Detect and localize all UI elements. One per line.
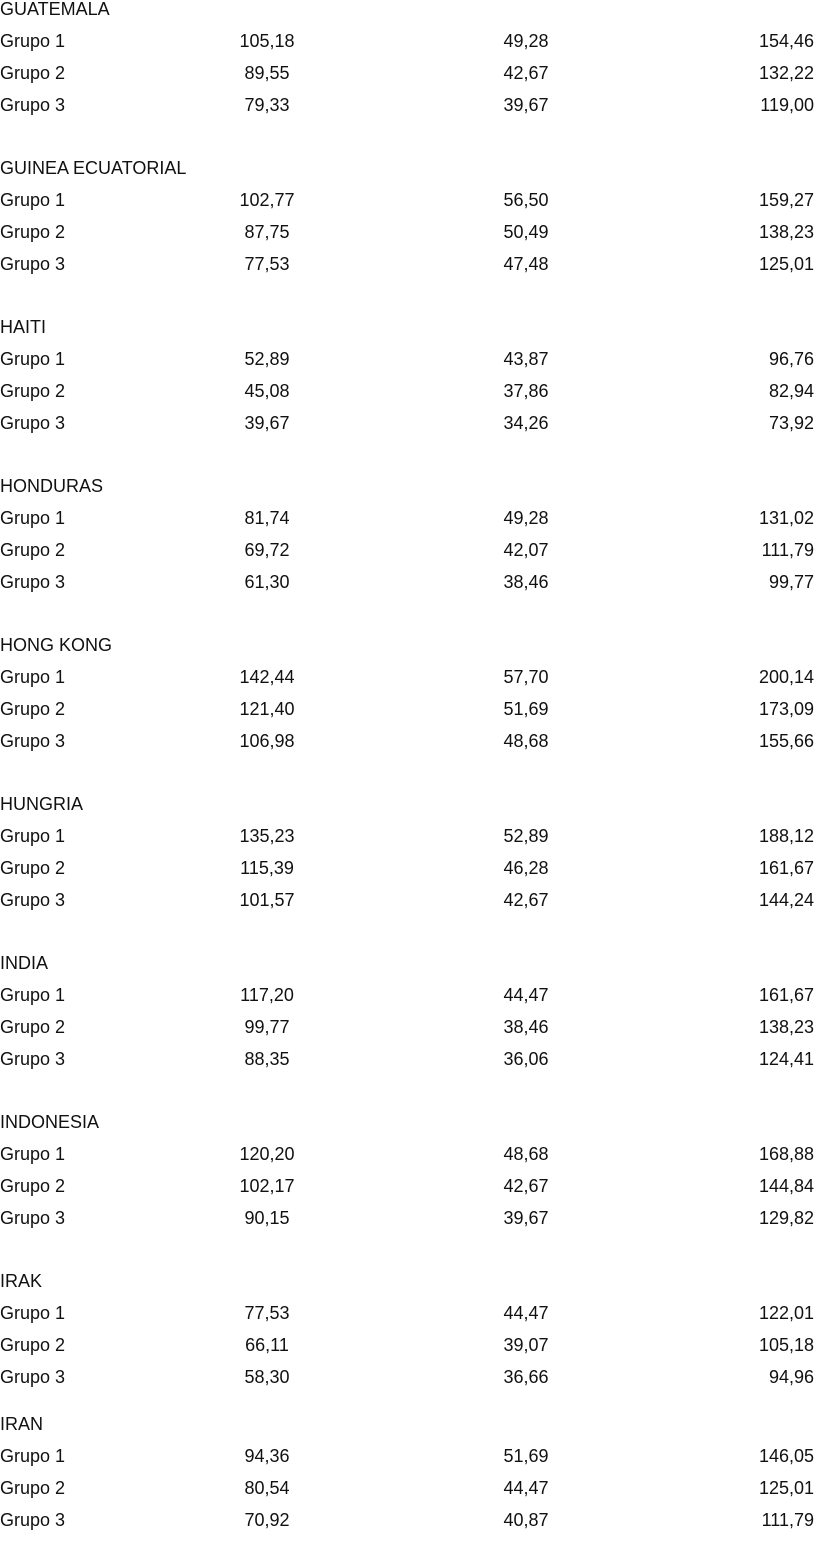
- value-col-3: 122,01: [758, 1303, 814, 1323]
- table-row: [0, 699, 814, 731]
- table-row: [0, 1446, 814, 1478]
- value-col-1: 80,54: [244, 1478, 290, 1498]
- value-col-3: 159,27: [758, 190, 814, 210]
- group-label: Grupo 3: [0, 1367, 66, 1387]
- table-row: [0, 1510, 814, 1542]
- value-col-2: 42,07: [503, 540, 549, 560]
- value-col-1: 102,77: [239, 190, 295, 210]
- value-col-1: 69,72: [244, 540, 290, 560]
- value-col-1: 77,53: [244, 1303, 290, 1323]
- group-label: Grupo 2: [0, 540, 66, 560]
- value-col-3: 124,41: [758, 1049, 814, 1069]
- group-label: Grupo 2: [0, 1176, 66, 1196]
- group-label: Grupo 2: [0, 858, 66, 878]
- value-col-1: 90,15: [244, 1208, 290, 1228]
- value-col-1: 77,53: [244, 254, 290, 274]
- table-row: [0, 572, 814, 604]
- group-label: Grupo 1: [0, 826, 66, 846]
- table-row: [0, 63, 814, 95]
- group-label: Grupo 1: [0, 190, 66, 210]
- value-col-3: 155,66: [758, 731, 814, 751]
- value-col-1: 120,20: [239, 1144, 295, 1164]
- value-col-1: 115,39: [240, 858, 294, 878]
- value-col-1: 45,08: [244, 381, 290, 401]
- group-label: Grupo 1: [0, 667, 66, 687]
- group-label: Grupo 1: [0, 31, 66, 51]
- value-col-1: 102,17: [239, 1176, 295, 1196]
- group-label: Grupo 3: [0, 1208, 66, 1228]
- group-label: Grupo 3: [0, 95, 66, 115]
- value-col-3: 168,88: [758, 1144, 814, 1164]
- value-col-1: 81,74: [244, 508, 290, 528]
- value-col-3: 119,00: [760, 95, 814, 115]
- value-col-2: 39,67: [503, 1208, 549, 1228]
- group-label: Grupo 3: [0, 254, 66, 274]
- value-col-3: 99,77: [768, 572, 814, 592]
- group-label: Grupo 1: [0, 1144, 66, 1164]
- value-col-3: 125,01: [758, 254, 814, 274]
- value-col-1: 99,77: [244, 1017, 290, 1037]
- value-col-3: 132,22: [758, 63, 814, 83]
- value-col-1: 39,67: [244, 413, 290, 433]
- group-label: Grupo 2: [0, 699, 66, 719]
- value-col-1: 52,89: [244, 349, 290, 369]
- value-col-3: 96,76: [768, 349, 814, 369]
- value-col-1: 121,40: [239, 699, 295, 719]
- value-col-2: 34,26: [503, 413, 549, 433]
- value-col-3: 125,01: [758, 1478, 814, 1498]
- value-col-1: 58,30: [244, 1367, 290, 1387]
- value-col-1: 70,92: [244, 1510, 290, 1530]
- table-row: [0, 731, 814, 763]
- value-col-2: 40,87: [503, 1510, 549, 1530]
- value-col-3: 144,84: [758, 1176, 814, 1196]
- group-label: Grupo 3: [0, 1510, 66, 1530]
- country-heading: INDONESIA: [0, 1112, 100, 1132]
- table-row: [0, 1144, 814, 1176]
- table-row: [0, 1478, 814, 1510]
- value-col-3: 131,02: [758, 508, 814, 528]
- country-heading: HUNGRIA: [0, 794, 84, 814]
- value-col-2: 48,68: [503, 731, 549, 751]
- table-row: [0, 1049, 814, 1081]
- group-label: Grupo 2: [0, 63, 66, 83]
- table-row: [0, 254, 814, 286]
- value-col-3: 173,09: [758, 699, 814, 719]
- value-col-2: 44,47: [503, 1303, 549, 1323]
- value-col-1: 117,20: [240, 985, 294, 1005]
- country-heading: GUATEMALA: [0, 0, 110, 19]
- value-col-2: 51,69: [503, 1446, 549, 1466]
- value-col-1: 61,30: [244, 572, 290, 592]
- group-label: Grupo 3: [0, 890, 66, 910]
- group-label: Grupo 3: [0, 1049, 66, 1069]
- table-row: [0, 1176, 814, 1208]
- country-heading: HAITI: [0, 317, 47, 337]
- table-row: [0, 381, 814, 413]
- table-row: [0, 1367, 814, 1399]
- value-col-1: 105,18: [239, 31, 295, 51]
- table-row: [0, 222, 814, 254]
- table-row: [0, 826, 814, 858]
- value-col-3: 144,24: [758, 890, 814, 910]
- group-label: Grupo 1: [0, 1446, 66, 1466]
- country-heading: IRAK: [0, 1271, 43, 1291]
- value-col-3: 161,67: [758, 985, 814, 1005]
- group-label: Grupo 3: [0, 413, 66, 433]
- group-label: Grupo 1: [0, 1303, 66, 1323]
- value-col-2: 46,28: [503, 858, 549, 878]
- table-row: [0, 540, 814, 572]
- country-heading: INDIA: [0, 953, 49, 973]
- table-row: [0, 985, 814, 1017]
- value-col-2: 57,70: [503, 667, 549, 687]
- group-label: Grupo 2: [0, 381, 66, 401]
- value-col-3: 154,46: [758, 31, 814, 51]
- value-col-3: 146,05: [758, 1446, 814, 1466]
- value-col-2: 39,67: [503, 95, 549, 115]
- country-heading: HONDURAS: [0, 476, 104, 496]
- value-col-1: 79,33: [244, 95, 290, 115]
- value-col-2: 42,67: [503, 1176, 549, 1196]
- value-col-3: 111,79: [761, 1510, 814, 1530]
- table-row: [0, 190, 814, 222]
- group-label: Grupo 1: [0, 508, 66, 528]
- value-col-2: 37,86: [503, 381, 549, 401]
- value-col-1: 89,55: [244, 63, 290, 83]
- value-col-1: 101,57: [239, 890, 295, 910]
- value-col-3: 105,18: [758, 1335, 814, 1355]
- value-col-3: 138,23: [758, 222, 814, 242]
- value-col-2: 44,47: [503, 1478, 549, 1498]
- value-col-3: 94,96: [768, 1367, 814, 1387]
- value-col-2: 52,89: [503, 826, 549, 846]
- value-col-3: 200,14: [758, 667, 814, 687]
- group-label: Grupo 2: [0, 1478, 66, 1498]
- value-col-3: 111,79: [761, 540, 814, 560]
- value-col-3: 73,92: [768, 413, 814, 433]
- group-label: Grupo 3: [0, 731, 66, 751]
- value-col-2: 47,48: [503, 254, 549, 274]
- value-col-2: 43,87: [503, 349, 549, 369]
- table-row: [0, 1303, 814, 1335]
- value-col-1: 94,36: [244, 1446, 290, 1466]
- table-row: [0, 508, 814, 540]
- table-row: [0, 667, 814, 699]
- value-col-2: 49,28: [503, 31, 549, 51]
- value-col-2: 38,46: [503, 572, 549, 592]
- table-row: [0, 349, 814, 381]
- value-col-3: 161,67: [758, 858, 814, 878]
- table-row: [0, 413, 814, 445]
- group-label: Grupo 1: [0, 985, 66, 1005]
- value-col-2: 56,50: [503, 190, 549, 210]
- value-col-1: 106,98: [239, 731, 295, 751]
- value-col-2: 51,69: [503, 699, 549, 719]
- value-col-3: 82,94: [768, 381, 814, 401]
- value-col-2: 48,68: [503, 1144, 549, 1164]
- value-col-1: 135,23: [239, 826, 295, 846]
- value-col-3: 129,82: [758, 1208, 814, 1228]
- value-col-2: 49,28: [503, 508, 549, 528]
- table-row: [0, 1208, 814, 1240]
- value-col-3: 188,12: [758, 826, 814, 846]
- value-col-2: 38,46: [503, 1017, 549, 1037]
- value-col-1: 88,35: [244, 1049, 290, 1069]
- country-heading: IRAN: [0, 1414, 44, 1434]
- group-label: Grupo 2: [0, 1017, 66, 1037]
- group-label: Grupo 1: [0, 349, 66, 369]
- value-col-1: 142,44: [239, 667, 295, 687]
- value-col-2: 39,07: [503, 1335, 549, 1355]
- value-col-2: 50,49: [503, 222, 549, 242]
- group-label: Grupo 3: [0, 572, 66, 592]
- table-row: [0, 1017, 814, 1049]
- value-col-2: 36,66: [503, 1367, 549, 1387]
- group-label: Grupo 2: [0, 222, 66, 242]
- value-col-3: 138,23: [758, 1017, 814, 1037]
- table-row: [0, 31, 814, 63]
- value-col-2: 44,47: [503, 985, 549, 1005]
- table-row: [0, 858, 814, 890]
- value-col-1: 66,11: [245, 1335, 289, 1355]
- table-row: [0, 1335, 814, 1367]
- table-row: [0, 95, 814, 127]
- country-heading: GUINEA ECUATORIAL: [0, 158, 187, 178]
- value-col-1: 87,75: [244, 222, 290, 242]
- value-col-2: 36,06: [503, 1049, 549, 1069]
- table-row: [0, 890, 814, 922]
- value-col-2: 42,67: [503, 63, 549, 83]
- country-heading: HONG KONG: [0, 635, 113, 655]
- value-col-2: 42,67: [503, 890, 549, 910]
- group-label: Grupo 2: [0, 1335, 66, 1355]
